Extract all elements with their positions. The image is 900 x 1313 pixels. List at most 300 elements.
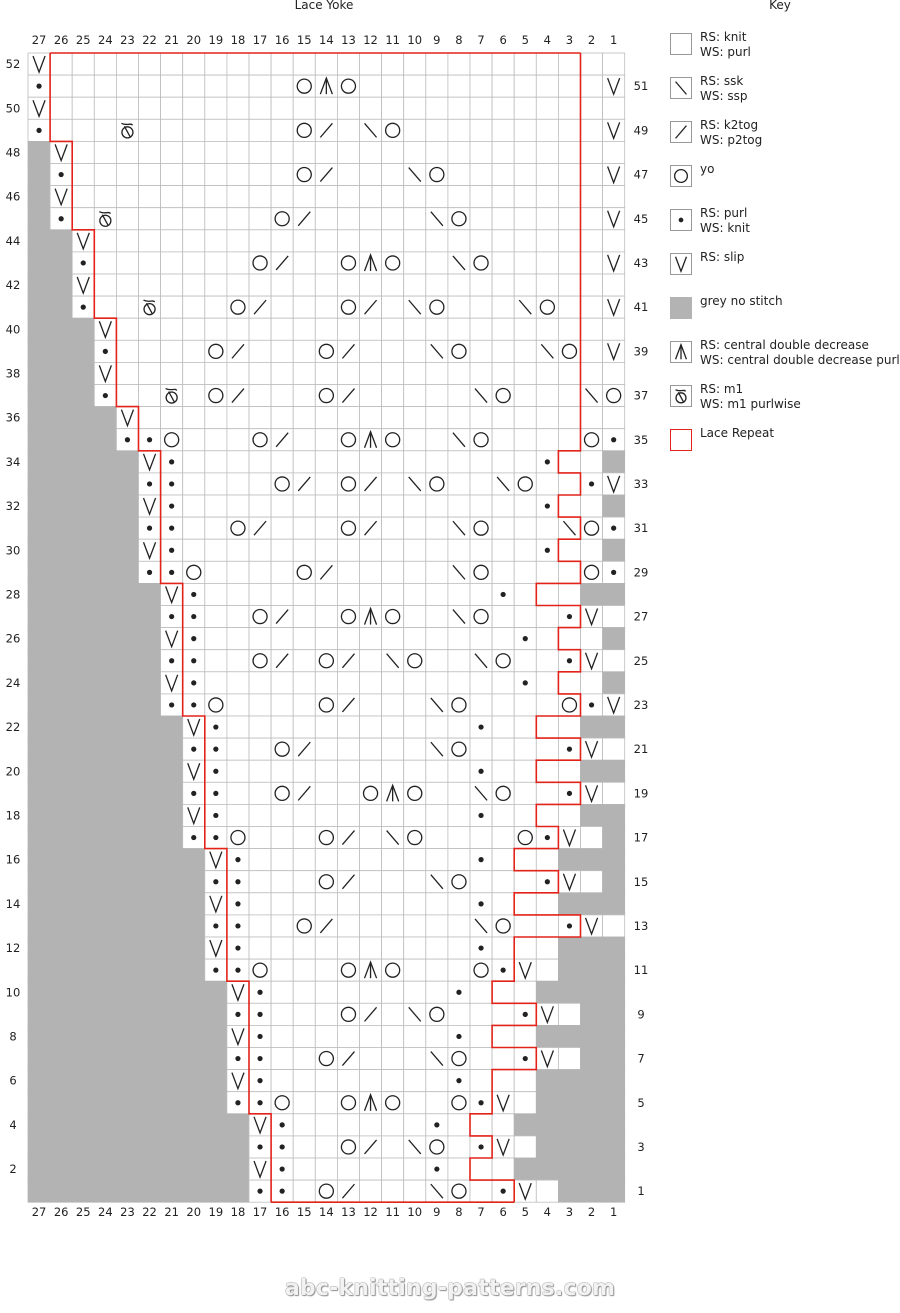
row-number-left: 14 [5,896,21,911]
chart-cell [404,53,426,75]
chart-cell [448,628,470,650]
chart-cell [448,53,470,75]
legend-label-line: WS: ssp [700,89,748,103]
chart-cell [72,429,94,451]
row-number-left: 24 [5,675,21,690]
chart-cell [404,827,426,849]
chart-cell [558,937,580,959]
chart-cell [536,1114,558,1136]
chart-cell [249,827,271,849]
chart-cell [514,760,536,782]
chart-cell [183,186,205,208]
chart-cell [94,164,116,186]
chart-cell [183,97,205,119]
chart-cell [72,1114,94,1136]
chart-cell [161,871,183,893]
chart-cell [337,1136,359,1158]
stitch-symbol-purl [523,1012,528,1017]
chart-cell [227,1158,249,1180]
chart-cell [470,473,492,495]
chart-cell [50,738,72,760]
chart-cell [514,1070,536,1092]
chart-cell [94,252,116,274]
v-icon [670,253,692,275]
chart-cell [249,451,271,473]
chart-cell [293,1003,315,1025]
chart-cell [536,738,558,760]
chart-cell [139,1158,161,1180]
chart-cell [205,539,227,561]
chart-cell [337,539,359,561]
chart-cell [28,385,50,407]
chart-cell [50,429,72,451]
chart-cell [116,1158,138,1180]
chart-cell [492,1025,514,1047]
chart-cell [581,495,603,517]
chart-cell [293,1092,315,1114]
chart-cell [72,827,94,849]
chart-cell [426,760,448,782]
row-number-left: 30 [5,543,21,558]
chart-cell [558,186,580,208]
column-number: 17 [252,33,268,47]
chart-cell [603,1048,625,1070]
chart-cell [293,893,315,915]
chart-cell [249,561,271,583]
chart-cell [470,1003,492,1025]
legend-label-line: RS: slip [700,250,745,264]
key-title: Key [769,0,791,12]
chart-cell [337,937,359,959]
stitch-symbol-purl [567,923,572,928]
chart-cell [536,628,558,650]
chart-cell [382,164,404,186]
chart-cell [603,981,625,1003]
chart-cell [360,561,382,583]
chart-cell [227,230,249,252]
chart-cell [404,561,426,583]
chart-cell [293,1070,315,1092]
chart-cell [492,849,514,871]
chart-cell [603,1003,625,1025]
chart-cell [426,650,448,672]
chart-cell [426,937,448,959]
row-number-right: 23 [633,697,649,712]
chart-cell [205,296,227,318]
chart-cell [315,981,337,1003]
chart-cell [227,186,249,208]
chart-cell [271,628,293,650]
chart-cell [94,738,116,760]
chart-cell [72,385,94,407]
chart-cell [28,1158,50,1180]
chart-cell [404,1092,426,1114]
chart-cell [581,296,603,318]
chart-cell [448,1092,470,1114]
chart-cell [492,716,514,738]
chart-cell [94,1048,116,1070]
chart-cell [271,1025,293,1047]
chart-cell [205,1136,227,1158]
row-number-right: 47 [633,167,649,182]
chart-cell [514,164,536,186]
legend-label-line: WS: purl [700,45,751,59]
chart-cell [581,1025,603,1047]
chart-cell [116,716,138,738]
chart-cell [28,937,50,959]
chart-cell [492,937,514,959]
legend-label-line: WS: knit [700,221,750,235]
chart-cell [382,1158,404,1180]
chart-cell [360,981,382,1003]
chart-cell [404,1048,426,1070]
chart-cell [50,119,72,141]
chart-cell [94,1180,116,1202]
chart-cell [514,1158,536,1180]
chart-cell [603,407,625,429]
chart-cell [558,1070,580,1092]
chart-cell [448,119,470,141]
chart-cell [558,672,580,694]
chart-cell [382,804,404,826]
legend-item-slip [668,250,896,294]
chart-cell [249,97,271,119]
chart-cell [72,672,94,694]
chart-cell [492,1048,514,1070]
stitch-symbol-purl [213,724,218,729]
chart-cell [205,230,227,252]
chart-cell [514,385,536,407]
chart-cell [448,208,470,230]
chart-cell [382,1092,404,1114]
chart-cell [116,981,138,1003]
legend-label [700,250,744,265]
chart-cell [603,1025,625,1047]
stitch-symbol-purl [103,393,108,398]
chart-cell [360,340,382,362]
chart-cell [470,208,492,230]
chart-cell [315,1003,337,1025]
column-number: 3 [565,1205,574,1220]
column-number: 15 [296,33,312,47]
chart-cell [404,230,426,252]
chart-cell [116,517,138,539]
chart-cell [581,97,603,119]
chart-cell [470,296,492,318]
column-number: 9 [433,1205,441,1220]
chart-cell [426,141,448,163]
chart-cell [581,804,603,826]
stitch-symbol-purl [501,1189,506,1194]
chart-cell [514,561,536,583]
stitch-symbol-purl [523,636,528,641]
chart-cell [72,1025,94,1047]
chart-cell [470,827,492,849]
chart-cell [315,694,337,716]
chart-cell [139,274,161,296]
chart-cell [382,429,404,451]
chart-cell [492,252,514,274]
row-number-left: 16 [5,852,21,867]
stitch-symbol-purl [545,503,550,508]
column-number: 11 [385,33,400,47]
red-outline-square-icon [670,429,692,451]
column-number: 23 [120,33,135,47]
chart-cell [249,849,271,871]
chart-cell [514,230,536,252]
chart-cell [50,650,72,672]
chart-cell [50,628,72,650]
chart-cell [514,804,536,826]
chart-cell [50,1158,72,1180]
stitch-symbol-purl [611,570,616,575]
chart-cell [315,340,337,362]
chart-cell [271,694,293,716]
slash-icon [670,121,692,143]
chart-cell [404,981,426,1003]
chart-cell [514,407,536,429]
chart-cell [603,849,625,871]
chart-cell [404,407,426,429]
chart-cell [72,694,94,716]
stitch-symbol-purl [257,1189,262,1194]
chart-cell [205,628,227,650]
chart-cell [271,186,293,208]
chart-cell [382,628,404,650]
chart-cell [271,53,293,75]
chart-cell [536,75,558,97]
chart-cell [183,959,205,981]
chart-cell [271,539,293,561]
chart-cell [382,473,404,495]
chart-cell [205,252,227,274]
chart-cells [28,53,625,1202]
chart-cell [50,871,72,893]
stitch-symbol-purl [191,592,196,597]
chart-cell [183,1048,205,1070]
chart-cell [337,760,359,782]
chart-cell [426,296,448,318]
chart-cell [404,716,426,738]
chart-cell [183,871,205,893]
row-number-right: 41 [633,300,649,315]
chart-cell [28,1136,50,1158]
chart-cell [581,318,603,340]
chart-cell [72,318,94,340]
row-number-left: 4 [9,1117,17,1132]
chart-cell [581,186,603,208]
column-number: 8 [455,33,463,47]
chart-cell [227,97,249,119]
chart-cell [448,274,470,296]
chart-cell [72,893,94,915]
stitch-symbol-purl [235,923,240,928]
chart-cell [94,451,116,473]
chart-cell [470,53,492,75]
chart-cell [293,340,315,362]
chart-cell [492,672,514,694]
legend-label-line: WS: m1 purlwise [700,397,801,411]
chart-cell [271,495,293,517]
chart-cell [116,1180,138,1202]
chart-cell [360,385,382,407]
chart-cell [492,694,514,716]
chart-cell [382,1048,404,1070]
chart-cell [28,340,50,362]
chart-cell [492,804,514,826]
column-number: 1 [609,1205,618,1220]
chart-cell [426,561,448,583]
chart-cell [337,517,359,539]
chart-cell [337,230,359,252]
row-number-left: 20 [5,764,21,779]
chart-cell [271,827,293,849]
chart-cell [581,583,603,605]
chart-cell [205,119,227,141]
chart-cell [470,606,492,628]
chart-cell [448,1048,470,1070]
chart-cell [558,274,580,296]
chart-cell [50,1180,72,1202]
chart-cell [404,694,426,716]
chart-cell [94,429,116,451]
chart-cell [139,252,161,274]
chart-cell [448,804,470,826]
row-number-left: 26 [5,631,21,646]
chart-cell [603,1136,625,1158]
stitch-symbol-purl [213,769,218,774]
column-number: 12 [363,33,378,47]
chart-cell [116,1025,138,1047]
chart-cell [50,760,72,782]
chart-cell [227,650,249,672]
chart-cell [492,141,514,163]
chart-cell [448,141,470,163]
chart-cell [315,451,337,473]
chart-cell [536,318,558,340]
legend-item-purl [668,206,896,250]
chart-cell [28,473,50,495]
chart-cell [139,583,161,605]
chart-cell [50,75,72,97]
chart-cell [28,1114,50,1136]
chart-cell [426,1025,448,1047]
stitch-symbol-purl [191,680,196,685]
stitch-symbol-purl [280,1144,285,1149]
stitch-symbol-purl [523,680,528,685]
chart-cell [470,252,492,274]
chart-cell [404,804,426,826]
chart-cell [271,407,293,429]
chart-cell [94,407,116,429]
chart-cell [404,628,426,650]
chart-cell [558,716,580,738]
chart-cell [271,230,293,252]
chart-cell [382,451,404,473]
row-number-right: 43 [633,255,649,270]
chart-cell [94,694,116,716]
chart-cell [470,672,492,694]
chart-cell [470,1070,492,1092]
chart-cell [581,340,603,362]
chart-cell [94,650,116,672]
chart-cell [116,340,138,362]
chart-cell [470,429,492,451]
chart-cell [382,1114,404,1136]
chart-cell [382,539,404,561]
chart-cell [382,937,404,959]
chart-cell [426,539,448,561]
chart-cell [360,75,382,97]
stitch-symbol-purl [235,857,240,862]
watermark-footer: abc-knitting-patterns.com [284,1276,616,1301]
chart-cell [249,871,271,893]
chart-cell [139,694,161,716]
chart-cell [315,827,337,849]
chart-cell [293,650,315,672]
stitch-symbol-purl [280,1122,285,1127]
chart-cell [293,407,315,429]
stitch-symbol-purl [478,813,483,818]
chart-cell [139,849,161,871]
chart-cell [470,1180,492,1202]
stitch-symbol-purl [257,1034,262,1039]
chart-cell [315,650,337,672]
chart-cell [116,97,138,119]
chart-cell [205,208,227,230]
stitch-symbol-purl [213,968,218,973]
chart-cell [337,583,359,605]
chart-cell [161,1136,183,1158]
chart-cell [492,274,514,296]
column-number: 14 [319,33,334,47]
chart-cell [382,1025,404,1047]
chart-cell [50,1048,72,1070]
chart-cell [382,230,404,252]
chart-cell [72,208,94,230]
chart-cell [492,1114,514,1136]
chart-cell [558,75,580,97]
chart-cell [50,473,72,495]
chart-cell [492,186,514,208]
chart-cell [139,164,161,186]
chart-cell [426,716,448,738]
chart-cell [28,1070,50,1092]
chart-cell [50,1092,72,1114]
chart-cell [116,274,138,296]
chart-cell [249,186,271,208]
stitch-symbol-purl [36,128,41,133]
chart-cell [94,1003,116,1025]
chart-cell [94,1158,116,1180]
stitch-symbol-purl [36,84,41,89]
chart-cell [426,473,448,495]
chart-cell [514,849,536,871]
legend-label-line: grey no stitch [700,294,783,308]
chart-cell [116,694,138,716]
chart-cell [205,1025,227,1047]
chart-cell [315,274,337,296]
chart-cell [116,672,138,694]
chart-cell [514,75,536,97]
chart-cell [94,628,116,650]
chart-cell [28,782,50,804]
row-number-right: 15 [633,874,649,889]
stitch-symbol-purl [213,813,218,818]
chart-cell [161,75,183,97]
chart-cell [50,362,72,384]
chart-cell [315,141,337,163]
